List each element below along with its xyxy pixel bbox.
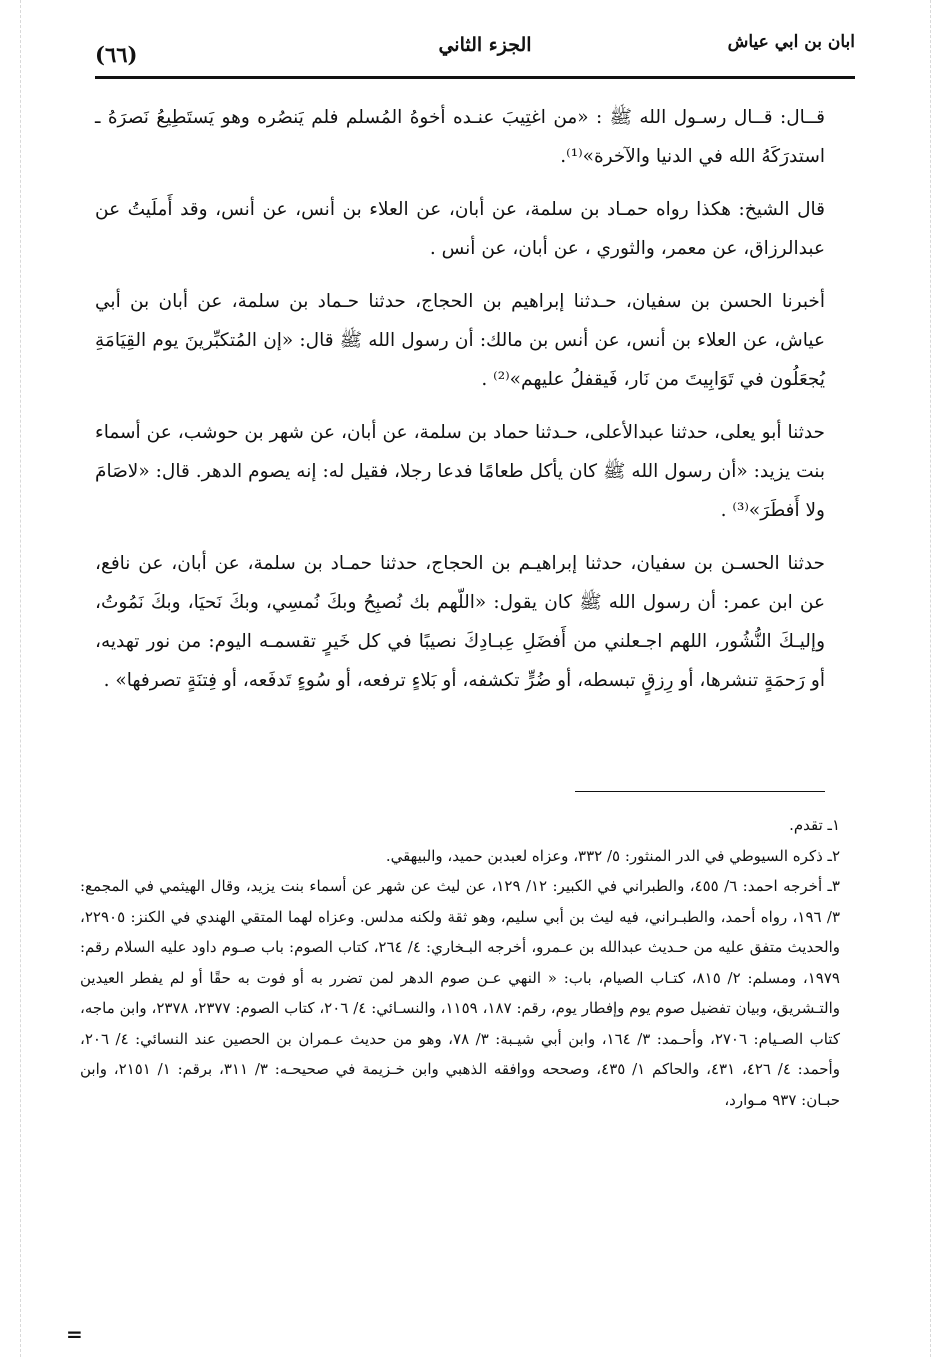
page-number: (٦٦) <box>95 42 138 67</box>
main-text <box>95 98 825 714</box>
paragraph: أخبرنا الحسن بن سفيان، حـدثنا إبراهيم بن الحجاج، حدثنا حـماد بن سلمة، عن أبان بن أبي عياش، عن العلاء بن أنس، عن أنس بن مالك: أن رسول الله ﷺ قال: «إن المُتكبِّرينَ يوم القِيَامَةِ يُجعَلُون في تَوَابِيتَ من نَار، فَيقفلُ عليهم»⁽²⁾ . <box>95 291 825 390</box>
continuation-mark: = <box>66 1322 83 1346</box>
scan-guide-line <box>930 0 931 1357</box>
header-rule <box>95 76 855 79</box>
footnote: ٣ـ أخرجه احمد: ٦/ ٤٥٥، والطبراني في الكبير: ١٢/ ١٢٩، عن ليث عن شهر عن أسماء بنت يزيد، وقال الهيثمي في المجمع: ٣/ ١٩٦، رواه أحمد، والطبـراني، فيه ليث بن أبي سليم، وهو ثقة ولكنه مدلس. وعزاه لهما المتقي الهندي في الكنز: ٢٢٩٠٥، والحديث متفق عليه من حـديث عبدالله بن عـمرو، أخرجه البـخاري: ٤/ ٢٦٤، كتاب الصوم: باب صـوم داود عليه السلام رقم: ١٩٧٩، ومسلم: ٢/ ٨١٥، كتـاب الصيام، باب: « النهي عـن صوم الدهر لمن تضرر به أو فوت به حقًا أو لم يفطر العيدين والتـشريق، وبيان تفضيل صوم يوم وإفطار يوم، رقم: ١٨٧، ١١٥٩، والنسـائي: ٤/ ٢٠٦، كتاب الصوم: ٢٣٧٧، ٢٣٧٨، وابن ماجه، كتاب الصـيام: ٢٧٠٦، وأحـمد: ٣/ ١٦٤، وابن أبي شيـبة: ٣/ ٧٨، وهو من حديث عـمران بن الحصين عند النسائي: ٤/ ٢٠٦، وأحمد: ٤/ ٤٢٦، ٤٣١، والحاكم ١/ ٤٣٥، وصححه ووافقه الذهبي وابن خـزيمة في صحيحـه: ٣/ ٣١١، برقم: ١/ ٢١٥١، وابن حبـان: ٩٣٧ مـوارد، <box>80 877 841 1109</box>
scan-guide-line <box>20 0 21 1357</box>
paragraph: قــال: قــال رسـول الله ﷺ : «من اغتِيبَ عنـده أخوهُ المُسلم فلم يَنصُره وهو يَستَطِيعُ نَصرَهُ ـ استدرَكَهُ الله في الدنيا والآخرة»⁽¹⁾. <box>95 107 825 167</box>
running-head-author: ابان بن ابي عياش <box>727 32 855 52</box>
running-head-volume: الجزء الثاني <box>438 34 532 56</box>
paragraph: حدثنا الحسـن بن سفيان، حدثنا إبراهيـم بن الحجاج، حدثنا حمـاد بن سلمة، عن أبان، عن نافع، عن ابن عمر: أن رسول الله ﷺ كان يقول: «اللّهم بك نُصبِحُ وبكَ نُمسِي، وبكَ نَحيَا، وبكَ نَمُوتُ، وإليـكَ النُّشُور، اللهم اجـعلني من أَفضَلِ عِبـادِكَ نصيبًا في كل خَيرٍ تقسمـه اليوم: من نور تهديه، أو رَحمَةٍ تنشرها، أو رِزقٍ تبسطه، أو ضُرٍّ تكشفه، أو بَلاءٍ ترفعه، أو سُوءٍ تَدفَعه، أو فِتنَةٍ تصرفها» . <box>95 553 825 691</box>
footnote-separator <box>575 791 825 792</box>
footnote: ٢ـ ذكره السيوطي في الدر المنثور: ٥/ ٣٣٢، وعزاه لعبدبن حميد، والبيهقي. <box>385 846 840 865</box>
footnote: ١ـ تقدم. <box>789 816 840 834</box>
page-header <box>95 28 855 78</box>
paragraph: حدثنا أبو يعلى، حدثنا عبدالأعلى، حـدثنا حماد بن سلمة، عن أبان، عن شهر بن حوشب، عن أسماء بنت يزيد: «أن رسول الله ﷺ كان يأكل طعامًا فدعا رجلا، فقيل له: إنه يصوم الدهر. قال: «لاصَامَ ولا أَفطَرَ»⁽³⁾ . <box>95 422 825 521</box>
footnotes <box>80 810 840 1115</box>
paragraph: قال الشيخ: هكذا رواه حمـاد بن سلمة، عن أبان، عن العلاء بن أنس، عن أنس، وقد أَملَيتُ عن عبدالرزاق، عن معمر، والثوري ، عن أبان، عن أنس . <box>95 199 825 259</box>
